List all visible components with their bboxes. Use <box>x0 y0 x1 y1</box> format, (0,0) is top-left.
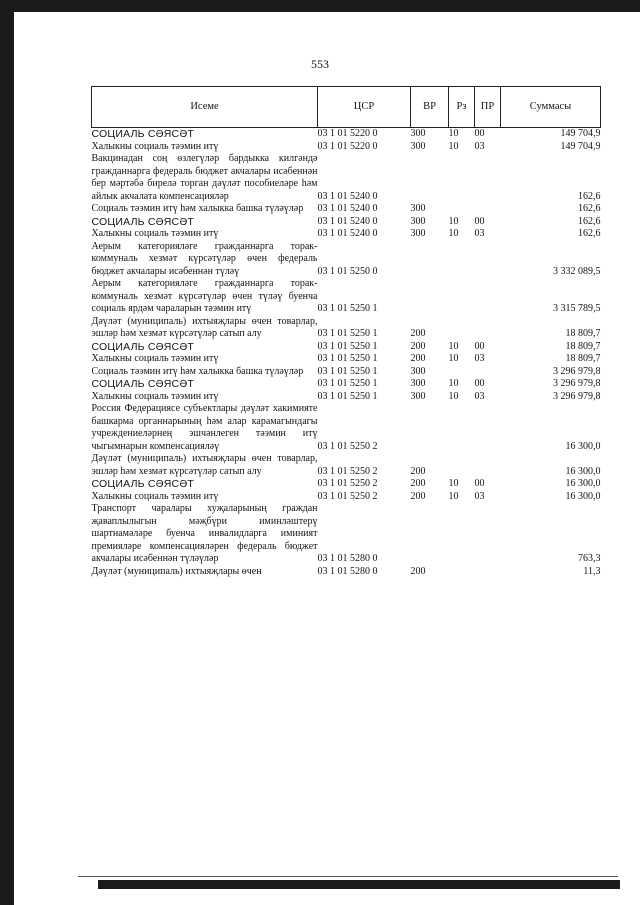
cell-vr: 200 <box>410 565 426 577</box>
cell-vr: 300 <box>410 228 426 239</box>
table-row <box>92 403 601 453</box>
cell-vr: 300 <box>410 390 426 402</box>
cell-name: Вакцинадан соң өзлегүләр бардыкка килгәндә гражданнарга федераль бюджет акчалары исәбеннән бер мәртәбә бирелә торган дәүләт пособиеләре һәм айлык акчалата компенсацияләр <box>91 153 318 202</box>
table-header <box>92 87 601 128</box>
cell-name: СОЦИАЛЬ СӘЯСӘТ <box>91 340 195 353</box>
cell-rz: 10 <box>448 128 459 139</box>
cell-sum: 3 296 979,8 <box>553 378 601 389</box>
cell-sum: 16 300,0 <box>565 440 601 452</box>
cell-vr: 300 <box>410 140 426 152</box>
cell-sum: 16 300,0 <box>565 465 601 477</box>
cell-sum: 18 809,7 <box>565 353 601 364</box>
cell-sum: 149 704,9 <box>560 128 601 139</box>
cell-pr: 00 <box>474 340 485 352</box>
cell-pr: 03 <box>474 490 485 502</box>
cell-vr: 200 <box>410 478 426 489</box>
cell-sum: 149 704,9 <box>560 140 601 152</box>
cell-vr: 300 <box>410 215 426 227</box>
cell-rz <box>449 453 475 478</box>
cell-sum: 16 300,0 <box>565 490 601 502</box>
cell-csr: 03 1 01 5250 1 <box>317 303 378 314</box>
cell-name: Аерым категорияләге гражданнарга торак-коммуналь хезмәт күрсәтүләр өчен федераль бюджет акчалары исәбеннән түләү <box>91 240 318 277</box>
cell-sum: 162,6 <box>578 190 601 202</box>
cell-name: Дәүләт (муниципаль) ихтыяҗлары өчен товарлар, эшләр һәм хезмәт күрсәтүләр сатып алу <box>91 315 318 339</box>
cell-pr <box>475 566 501 579</box>
cell-vr: 200 <box>410 465 426 477</box>
cell-sum: 18 809,7 <box>565 340 601 352</box>
scan-edge-bottom-line <box>78 876 618 877</box>
cell-name: Аерым категорияләге гражданнарга торак-коммуналь хезмәт күрсәтүләр өчен түләү буенча социаль ярдәм чараларын тәэмин итү <box>91 278 318 314</box>
cell-vr: 200 <box>410 340 426 352</box>
cell-pr: 00 <box>474 378 485 389</box>
cell-csr: 03 1 01 5240 0 <box>317 228 378 239</box>
table-row <box>92 141 601 154</box>
cell-csr: 03 1 01 5250 2 <box>317 465 378 477</box>
cell-rz: 10 <box>448 478 459 489</box>
cell-pr: 03 <box>474 228 485 239</box>
table-row <box>92 353 601 366</box>
scan-edge-left <box>0 0 14 905</box>
table-row <box>92 491 601 504</box>
section-row <box>92 216 601 229</box>
cell-csr: 03 1 01 5240 0 <box>317 190 378 202</box>
cell-name: Транспорт чаралары хуҗаларының граждан җаваплылыгын мәҗбүри иминләштерү шартнамәләре буенча инвалидларга иминият премияләре компенсацияләрен федераль бюджет акчалары исәбеннән түләүләр <box>91 503 318 564</box>
cell-rz <box>449 403 475 453</box>
cell-sum: 3 315 789,5 <box>553 303 601 314</box>
cell-rz: 10 <box>448 353 459 364</box>
cell-rz: 10 <box>448 390 459 402</box>
table-row <box>92 453 601 478</box>
cell-pr <box>475 403 501 453</box>
cell-name: СОЦИАЛЬ СӘЯСӘТ <box>91 215 195 228</box>
cell-pr: 00 <box>474 215 485 227</box>
cell-csr: 03 1 01 5250 1 <box>317 328 378 339</box>
cell-pr <box>475 241 501 279</box>
cell-name: СОЦИАЛЬ СӘЯСӘТ <box>91 378 195 390</box>
table-row <box>92 316 601 341</box>
cell-rz <box>449 278 475 316</box>
cell-name: Россия Федерациясе субъектлары дәүләт хакимияте башкарма органнарының һәм алар карамагындагы учреждениеләрнең эшчәнлеген тәэмин итү чыгымнарын компенсацияләү <box>91 403 318 452</box>
section-row <box>92 128 601 141</box>
cell-pr <box>475 453 501 478</box>
cell-csr: 03 1 01 5280 0 <box>317 553 378 564</box>
cell-csr: 03 1 01 5280 0 <box>317 565 378 577</box>
cell-name: Халыкны социаль тәэмин итү <box>91 353 219 364</box>
budget-table <box>91 86 601 578</box>
cell-csr: 03 1 01 5250 1 <box>317 353 378 364</box>
cell-name: Социаль тәэмин итү һәм халыкка башка түләүләр <box>91 365 304 377</box>
cell-vr: 200 <box>410 490 426 502</box>
cell-csr: 03 1 01 5250 1 <box>317 390 378 402</box>
cell-rz <box>449 241 475 279</box>
cell-csr: 03 1 01 5240 0 <box>317 215 378 227</box>
cell-name: Дәүләт (муниципаль) ихтыяҗлары өчен товарлар, эшләр һәм хезмәт күрсәтүләр сатып алу <box>91 453 318 477</box>
cell-pr <box>475 278 501 316</box>
cell-vr <box>411 241 449 279</box>
cell-pr <box>475 316 501 341</box>
cell-rz: 10 <box>448 140 459 152</box>
column-header-sum: Суммасы <box>501 87 601 128</box>
cell-rz <box>449 503 475 566</box>
cell-vr <box>411 503 449 566</box>
cell-csr: 03 1 01 5240 0 <box>317 203 378 214</box>
column-header-pr: ПР <box>475 87 501 128</box>
cell-vr <box>411 403 449 453</box>
cell-pr <box>475 503 501 566</box>
cell-sum: 162,6 <box>578 228 601 239</box>
cell-pr <box>475 203 501 216</box>
cell-vr: 300 <box>410 203 426 214</box>
cell-pr: 00 <box>474 478 485 489</box>
cell-csr: 03 1 01 5220 0 <box>317 128 378 139</box>
section-row <box>92 341 601 354</box>
table-row <box>92 391 601 404</box>
cell-vr: 200 <box>410 328 426 339</box>
cell-name: СОЦИАЛЬ СӘЯСӘТ <box>91 478 195 490</box>
cell-name: Дәүләт (муниципаль) ихтыяҗлары өчен <box>91 565 262 577</box>
cell-rz: 10 <box>448 340 459 352</box>
cell-rz <box>449 316 475 341</box>
cell-vr <box>411 278 449 316</box>
cell-rz: 10 <box>448 378 459 389</box>
cell-csr: 03 1 01 5250 2 <box>317 490 378 502</box>
cell-csr: 03 1 01 5250 1 <box>317 378 378 389</box>
cell-rz <box>449 153 475 203</box>
cell-pr: 03 <box>474 390 485 402</box>
cell-name: Халыкны социаль тәэмин итү <box>91 228 219 239</box>
table-row <box>92 278 601 316</box>
cell-csr: 03 1 01 5250 2 <box>317 440 378 452</box>
cell-sum: 162,6 <box>578 215 601 227</box>
cell-sum: 763,3 <box>578 553 601 564</box>
table-row <box>92 366 601 379</box>
column-header-name: Исеме <box>92 87 318 128</box>
cell-sum: 3 332 089,5 <box>553 265 601 277</box>
cell-vr: 200 <box>410 353 426 364</box>
page-number: 553 <box>311 57 329 71</box>
table-row <box>92 153 601 203</box>
cell-pr: 03 <box>474 140 485 152</box>
table-row <box>92 203 601 216</box>
column-header-rz: Рз <box>449 87 475 128</box>
cell-pr <box>475 153 501 203</box>
cell-pr <box>475 366 501 379</box>
cell-rz: 10 <box>448 215 459 227</box>
cell-name: Халыкны социаль тәэмин итү <box>91 140 219 152</box>
column-header-vr: ВР <box>411 87 449 128</box>
cell-rz <box>449 203 475 216</box>
cell-vr <box>411 153 449 203</box>
section-row <box>92 478 601 491</box>
cell-pr: 00 <box>474 128 485 139</box>
scan-edge-bottom <box>98 880 620 889</box>
cell-sum: 3 296 979,8 <box>553 365 601 377</box>
cell-vr: 300 <box>410 128 426 139</box>
table-row <box>92 228 601 241</box>
cell-vr: 300 <box>410 365 426 377</box>
cell-rz: 10 <box>448 228 459 239</box>
cell-rz <box>449 566 475 579</box>
cell-rz: 10 <box>448 490 459 502</box>
cell-name: Халыкны социаль тәэмин итү <box>91 490 219 502</box>
cell-sum: 11,3 <box>583 565 601 577</box>
cell-sum: 162,6 <box>578 203 601 214</box>
cell-csr: 03 1 01 5250 0 <box>317 265 378 277</box>
cell-name: СОЦИАЛЬ СӘЯСӘТ <box>91 128 195 140</box>
table-row <box>92 503 601 566</box>
cell-csr: 03 1 01 5250 1 <box>317 340 378 352</box>
section-row <box>92 378 601 391</box>
cell-vr: 300 <box>410 378 426 389</box>
column-header-csr: ЦСР <box>318 87 411 128</box>
table-row <box>92 241 601 279</box>
cell-sum: 18 809,7 <box>565 328 601 339</box>
cell-name: Халыкны социаль тәэмин итү <box>91 390 219 402</box>
cell-csr: 03 1 01 5250 2 <box>317 478 378 489</box>
cell-sum: 16 300,0 <box>565 478 601 489</box>
cell-pr: 03 <box>474 353 485 364</box>
cell-rz <box>449 366 475 379</box>
cell-csr: 03 1 01 5220 0 <box>317 140 378 152</box>
scan-edge-top <box>14 0 640 12</box>
table-row <box>92 566 601 579</box>
cell-csr: 03 1 01 5250 1 <box>317 365 378 377</box>
cell-sum: 3 296 979,8 <box>553 390 601 402</box>
cell-name: Социаль тәэмин итү һәм халыкка башка түләүләр <box>91 203 304 214</box>
